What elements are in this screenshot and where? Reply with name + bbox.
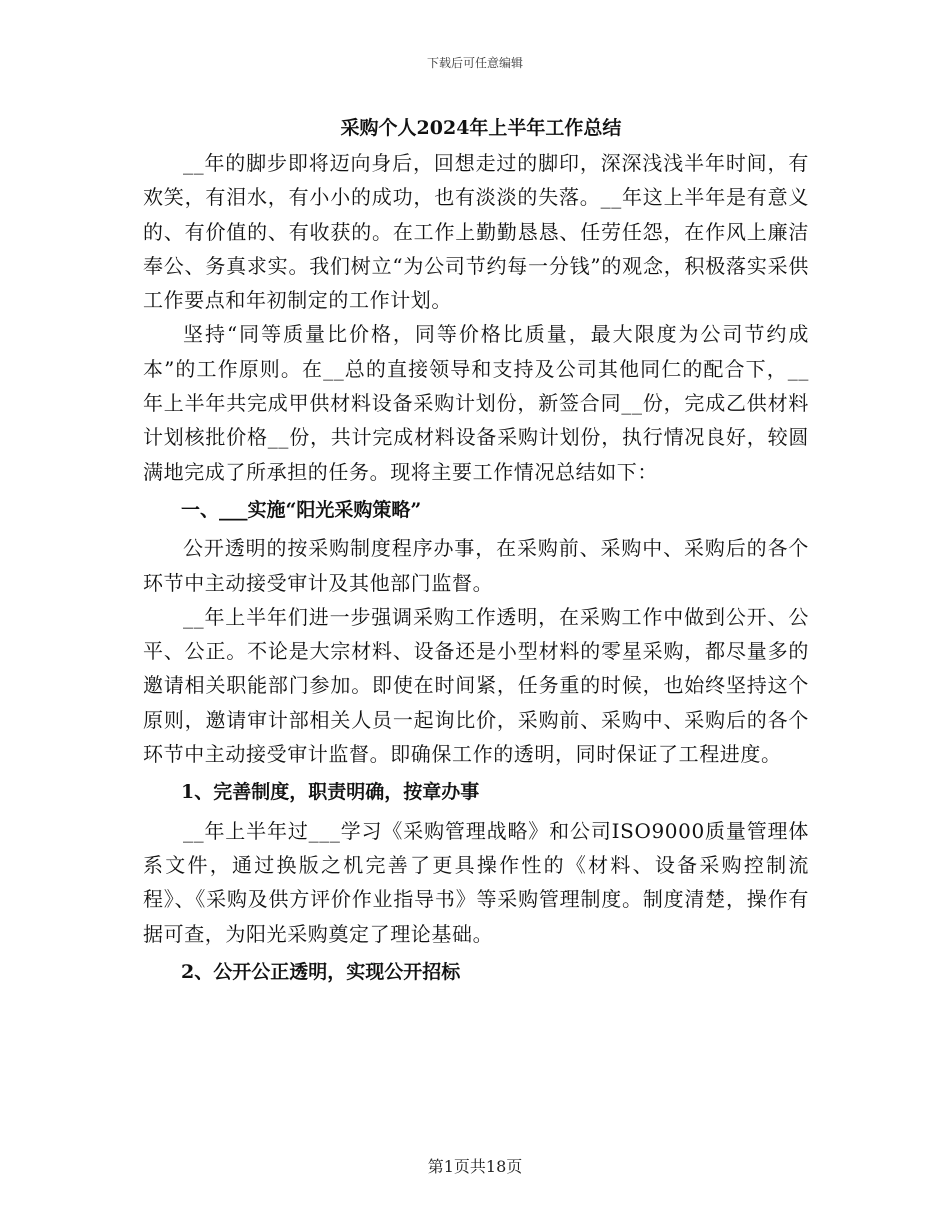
paragraph-intro: __年的脚步即将迈向身后，回想走过的脚印，深深浅浅半年时间，有欢笑，有泪水，有小小的成功，也有淡淡的失落。__年这上半年是有意义的、有价值的、有收获的。在工作上勤勤恳恳、任劳任怨，在作风上廉洁奉公、务真求实。我们树立“为公司节约每一分钱”的观念，积极落实采供工作要点和年初制定的工作计划。	[143, 151, 809, 313]
document-title: 采购个人2024年上半年工作总结	[340, 117, 622, 139]
paragraph-system: __年上半年过___学习《采购管理战略》和公司ISO9000质量管理体系文件，通过换版之机完善了更具操作性的《材料、设备采购控制流程》、《采购及供方评价作业指导书》等采购管理制度。制度清楚，操作有据可查，为阳光采购奠定了理论基础。	[143, 818, 809, 946]
paragraph-oversight: __年上半年们进一步强调采购工作透明，在采购工作中做到公开、公平、公正。不论是大宗材料、设备还是小型材料的零星采购，都尽量多的邀请相关职能部门参加。即使在时间紧，任务重的时候，也始终坚持这个原则，邀请审计部相关人员一起询比价，采购前、采购中、采购后的各个环节中主动接受审计监督。即确保工作的透明，同时保证了工程进度。	[143, 604, 809, 767]
page-number-footer: 第1页共18页	[427, 1157, 523, 1176]
document-body	[143, 110, 809, 993]
section-heading-1: 一、___实施“阳光采购策略”	[181, 498, 422, 521]
paragraph-transparency: 公开透明的按采购制度程序办事，在采购前、采购中、采购后的各个环节中主动接受审计及其他部门监督。	[143, 536, 809, 595]
paragraph-principle: 坚持“同等质量比价格，同等价格比质量，最大限度为公司节约成本”的工作原则。在__总的直接领导和支持及公司其他同仁的配合下，__年上半年共完成甲供材料设备采购计划份，新签合同__份，完成乙供材料计划核批价格__份，共计完成材料设备采购计划份，执行情况良好，较圆满地完成了所承担的任务。现将主要工作情况总结如下：	[143, 322, 809, 484]
subsection-heading-1: 1、完善制度，职责明确，按章办事	[181, 781, 480, 804]
header-note: 下载后可任意编辑	[426, 56, 523, 70]
subsection-heading-2: 2、公开公正透明，实现公开招标	[181, 960, 461, 983]
